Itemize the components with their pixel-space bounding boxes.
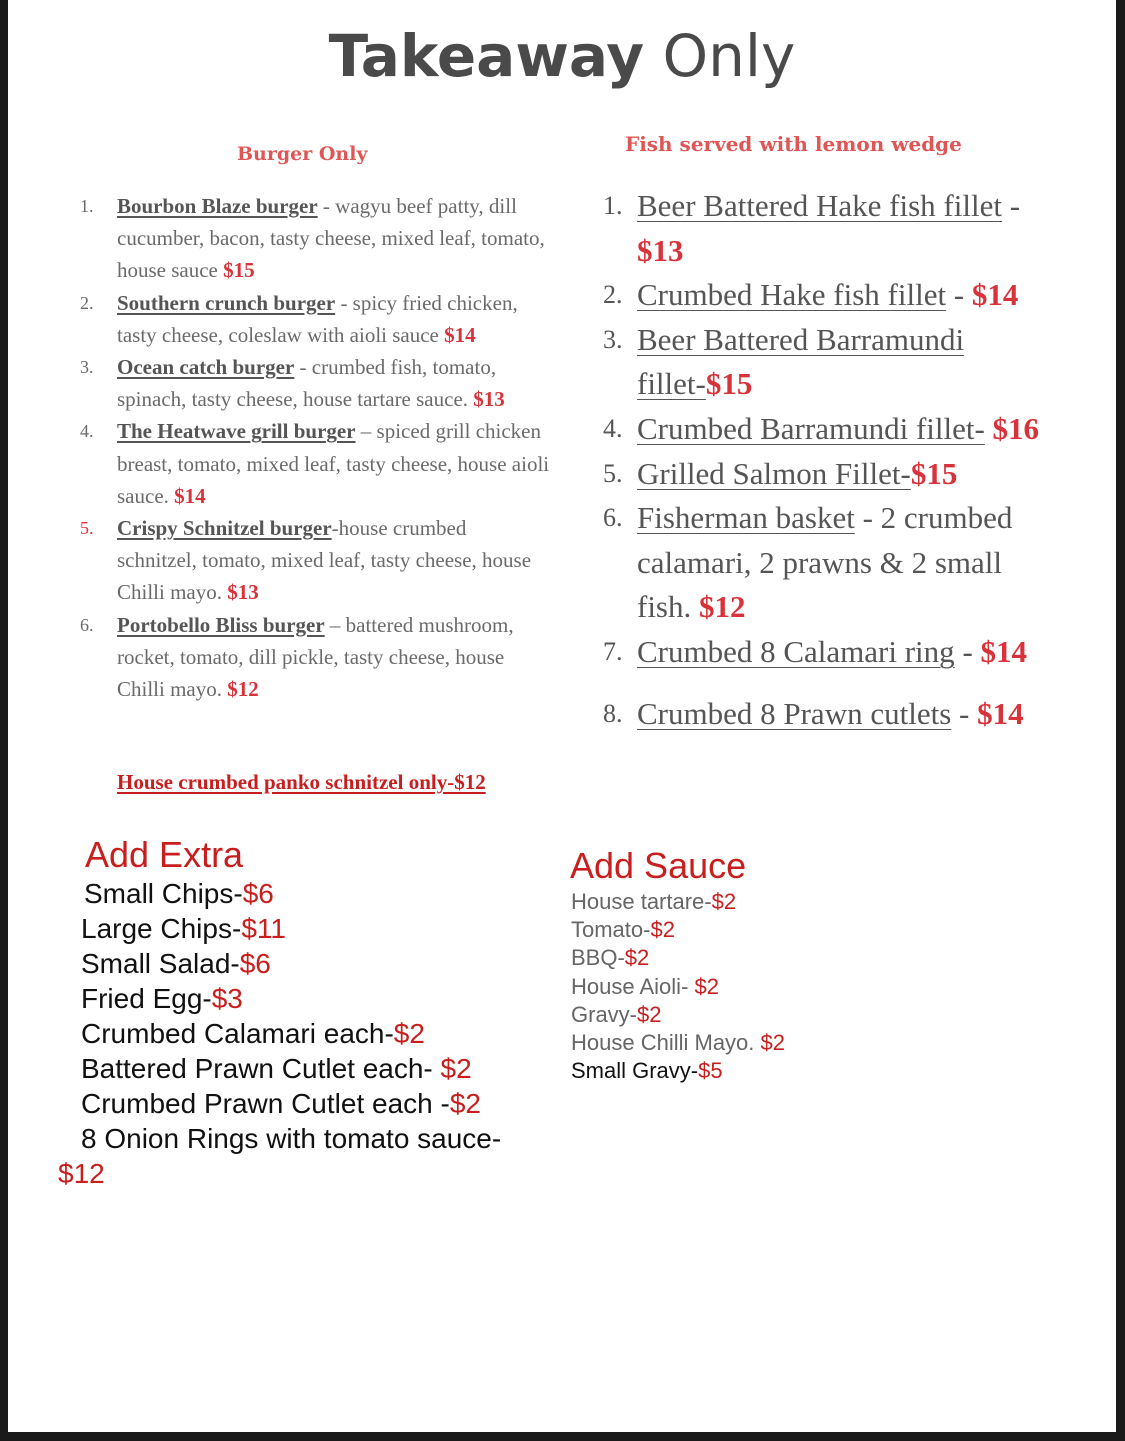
burger-heading: Burger Only: [237, 143, 368, 165]
item-number: 1.: [80, 196, 94, 216]
list-item: [603, 184, 1063, 273]
item-number: 2.: [80, 292, 94, 313]
item-desc: - spicy fried chicken, tasty cheese, coleslaw with aioli sauce: [117, 290, 518, 347]
sauce-price: $2: [711, 889, 737, 914]
list-item: [571, 916, 785, 944]
extra-price: $3: [211, 983, 243, 1014]
sauce-label: Gravy-: [571, 1001, 637, 1027]
list-item: [571, 1029, 785, 1057]
item-name: Southern crunch burger: [117, 290, 336, 315]
item-price: $15: [705, 366, 753, 402]
item-name: Fisherman basket: [637, 500, 855, 536]
list-item: [603, 630, 1063, 675]
item-name: Crumbed 8 Calamari ring: [637, 633, 955, 669]
item-price: $12: [699, 589, 746, 625]
item-name: Beer Battered Barramundi fillet-: [637, 321, 965, 402]
extra-label: Crumbed Calamari each-: [81, 1018, 394, 1049]
list-item: [571, 1057, 785, 1085]
extra-label: Battered Prawn Cutlet each-: [81, 1053, 441, 1084]
list-item: [80, 190, 550, 287]
list-item: [80, 351, 550, 415]
schnitzel-only-note: House crumbed panko schnitzel only-$12: [117, 770, 486, 794]
item-name: Crumbed 8 Prawn cutlets: [637, 695, 952, 731]
item-desc: - wagyu beef patty, dill cucumber, bacon, tasty cheese, mixed leaf, tomato, house sauce: [117, 194, 545, 283]
sauce-label: Tomato-: [571, 917, 651, 943]
list-item: [571, 973, 785, 1001]
fish-heading: Fish served with lemon wedge: [625, 132, 962, 156]
sauce-price: $2: [694, 973, 719, 999]
item-number: 6.: [603, 503, 623, 533]
item-desc: - crumbed fish, tomato, spinach, tasty cheese, house tartare sauce.: [117, 355, 497, 412]
extra-label: Small Salad-: [81, 948, 240, 979]
item-name: Crispy Schnitzel burger: [117, 516, 332, 541]
list-item: [58, 981, 578, 1016]
item-number: 8.: [603, 698, 623, 728]
item-price: $13: [227, 580, 259, 605]
item-name: Crumbed Hake fish fillet: [637, 277, 947, 313]
list-item: [58, 1051, 578, 1086]
list-item: [603, 452, 1063, 497]
list-item: [80, 512, 550, 609]
list-item: [603, 692, 1063, 737]
item-price: $16: [992, 410, 1040, 446]
extra-price: $2: [449, 1088, 481, 1119]
item-price: $14: [444, 322, 476, 347]
item-name: Beer Battered Hake fish fillet: [637, 188, 1002, 223]
sauce-price: $2: [760, 1030, 785, 1056]
item-number: 4.: [603, 413, 623, 443]
sauce-label: Small Gravy-: [571, 1058, 699, 1084]
fish-list: [603, 184, 1063, 736]
item-number: 6.: [80, 614, 94, 635]
item-price: $14: [980, 633, 1028, 669]
list-item: [58, 946, 578, 981]
item-desc: – battered mushroom, rocket, tomato, dill pickle, tasty cheese, house Chilli mayo.: [117, 612, 514, 702]
item-sep: - 2 crumbed calamari, 2 prawns & 2 small fish.: [637, 500, 1013, 625]
item-name: Grilled Salmon Fillet-: [637, 455, 911, 491]
item-name: Crumbed Barramundi fillet-: [637, 410, 985, 446]
burger-list: [80, 190, 550, 705]
extra-price: $12: [58, 1158, 105, 1189]
item-desc: -house crumbed schnitzel, tomato, mixed leaf, tasty cheese, house Chilli mayo.: [117, 516, 532, 605]
list-item: [58, 911, 578, 946]
item-number: 5.: [603, 458, 623, 488]
item-number: 3.: [80, 357, 94, 378]
title-rest: Only: [644, 22, 796, 90]
extras-heading: Add Extra: [85, 834, 244, 875]
list-item: [571, 1001, 785, 1029]
menu-page: [8, 0, 1116, 1432]
item-number: 7.: [603, 636, 623, 666]
extra-label: Small Chips-: [84, 878, 243, 909]
list-item: [603, 318, 1063, 407]
item-number: 2.: [603, 280, 623, 310]
extra-label: Fried Egg-: [81, 983, 212, 1014]
item-number: 4.: [80, 421, 94, 442]
extra-price: $6: [242, 878, 274, 909]
list-item: [571, 944, 785, 972]
sauces-heading: Add Sauce: [570, 845, 747, 886]
list-item: [80, 415, 550, 512]
sauce-price: $2: [637, 1001, 662, 1027]
title-bold: Takeaway: [328, 22, 645, 90]
sauce-label: BBQ-: [571, 945, 625, 971]
item-price: $13: [637, 232, 684, 268]
item-price: $13: [473, 387, 505, 412]
list-item: [571, 888, 785, 916]
list-item: [603, 273, 1063, 318]
item-number: 3.: [603, 324, 623, 354]
sauce-label: House Chilli Mayo.: [571, 1030, 761, 1056]
item-sep: [985, 411, 993, 446]
extra-label: Crumbed Prawn Cutlet each -: [81, 1088, 450, 1119]
list-item: [58, 1016, 578, 1051]
item-sep: -: [954, 633, 981, 669]
item-price: $14: [977, 695, 1024, 731]
list-item: [80, 609, 550, 706]
item-sep: -: [946, 277, 972, 313]
list-item: [603, 407, 1063, 452]
list-item: [603, 496, 1063, 630]
page-title: [8, 22, 1116, 90]
item-price: $14: [971, 277, 1019, 313]
item-price: $14: [174, 483, 206, 508]
item-name: Bourbon Blaze burger: [117, 194, 318, 218]
extra-price: $2: [393, 1018, 425, 1049]
extra-label: 8 Onion Rings with tomato sauce-: [81, 1123, 502, 1154]
item-number: 5.: [80, 518, 94, 539]
sauce-price: $2: [624, 945, 650, 971]
extra-label: Large Chips-: [81, 913, 242, 944]
sauce-price: $5: [698, 1058, 723, 1084]
item-number: 1.: [603, 191, 623, 220]
item-name: The Heatwave grill burger: [117, 419, 356, 444]
extra-price: $2: [440, 1053, 472, 1084]
sauces-list: [571, 888, 785, 1085]
list-item: [58, 876, 578, 911]
item-name: Portobello Bliss burger: [117, 612, 325, 637]
extra-price: $11: [241, 913, 286, 944]
list-item: [58, 1121, 578, 1191]
sauce-label: House tartare-: [571, 889, 712, 914]
item-name: Ocean catch burger: [117, 355, 295, 380]
item-desc: – spiced grill chicken breast, tomato, mixed leaf, tasty cheese, house aioli sauce.: [117, 419, 550, 508]
extras-list: [58, 876, 578, 1191]
extra-price: $6: [239, 948, 271, 979]
list-item: [80, 287, 550, 351]
item-sep: -: [1001, 188, 1021, 223]
item-sep: -: [951, 695, 978, 731]
list-item: [58, 1086, 578, 1121]
sauce-price: $2: [650, 917, 675, 943]
item-price: $15: [223, 258, 255, 283]
sauce-label: House Aioli-: [571, 973, 695, 999]
item-price: $12: [227, 677, 259, 702]
item-price: $15: [910, 455, 958, 491]
